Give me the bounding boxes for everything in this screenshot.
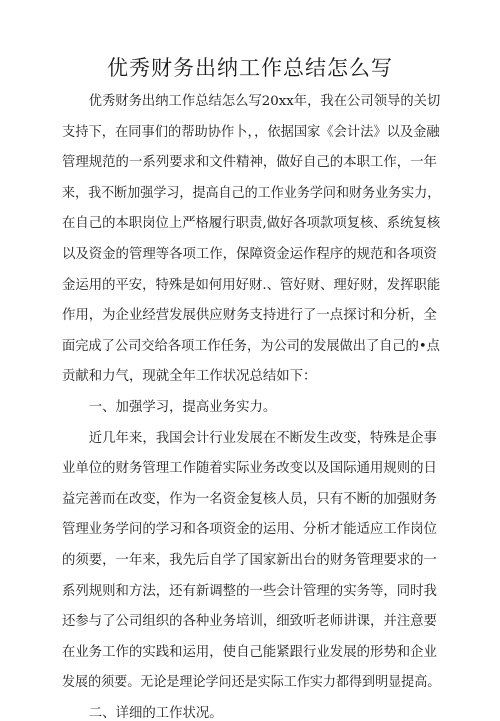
body-text-line: 在自己的本职岗位上严格履行职责,做好各项款项复核、系统复核: [62, 216, 441, 232]
body-text-line: 发展的须要。无论是理论学问还是实际工作实力都得到明显提高。: [62, 675, 441, 691]
body-text-line: 管理业务学问的学习和各项资金的运用、分析才能适应工作岗位: [62, 522, 437, 538]
body-text-line: 金运用的平安，特殊是如何用好财.、管好财、理好财，发挥职能: [62, 277, 441, 293]
body-text-line: 作用，为企业经营发展供应财务支持进行了一点探讨和分析，全: [62, 308, 437, 324]
body-text-line: 近几年来，我国会计行业发展在不断发生改变，特殊是企事: [62, 430, 437, 446]
body-text-line: 以及资金的管理等各项工作，保障资金运作程序的规范和各项资: [62, 247, 437, 262]
body-text-line: 管理规范的一系列要求和文件精神，做好自己的本职工作，一年: [62, 155, 437, 171]
body-text-line: 在业务工作的实践和运用，使自己能紧跟行业发展的形势和企业: [62, 644, 437, 660]
body-text-line: 一、加强学习，提高业务实力。: [62, 400, 277, 415]
body-text-line: 益完善而在改变，作为一名资金复核人员，只有不断的加强财务: [62, 491, 437, 507]
document-title: 优秀财务出纳工作总结怎么写: [107, 56, 393, 80]
body-text-line: 二、详细的工作状况。: [62, 706, 223, 721]
body-text-line: 优秀财务出纳工作总结怎么写20xx年，我在公司领导的关切: [62, 94, 441, 109]
body-text-line: 面完成了公司交给各项工作任务，为公司的发展做出了自己的•点: [62, 338, 440, 354]
body-text-line: 支持下，在同事们的帮助协作卜，，依据国家《会计法》以及金融: [62, 124, 440, 140]
body-text-line: 系列规则和方法，还有新调整的一些会计管理的实务等，同时我: [62, 583, 437, 599]
body-text-line: 来，我不断加强学习，提高自己的工作业务学问和财务业务实力，: [62, 185, 441, 201]
body-text-line: 业单位的财务管理工作随着实际业务改变以及国际通用规则的日: [62, 461, 437, 477]
body-text-line: 的须要，一年来，我先后自学了国家新出台的财务管理要求的一: [62, 553, 437, 568]
body-text-line: 贡献和力气，现就全年工作状况总结如下：: [62, 369, 317, 385]
body-text-line: 还参与了公司组织的各种业务培训，细致听老师讲课，并注意要: [62, 614, 437, 630]
